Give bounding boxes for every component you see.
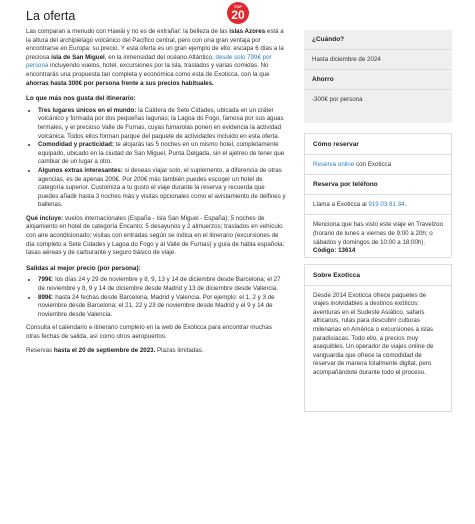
list-item-text: : los días 24 y 29 de noviembre y 8, 9, 13 y 14 de diciembre desde Barcelona; el 27 de noviembre y 8, 9 y 14 de diciembre desde Madrid y 13 de diciembre desde Valencia.	[38, 276, 281, 293]
when-box	[304, 30, 452, 123]
book-online-link[interactable]: Reserva online	[313, 160, 355, 168]
likes-list	[26, 107, 286, 210]
list-item-text: la Caldera de Sete Cidades, ubicada en un cráter volcánico y formada por dos pequeñas lagunas; la Lagoa do Fogo, famosa por sus aguas termales, y el precioso Valle de Furnas, cuyas fumarolas ponen en evidencia la actividad volcánica. Todos ellos forman parque del paquete de actividades incluido en esta oferta.	[38, 106, 284, 140]
list-item-bold: 899€	[38, 293, 52, 301]
divider	[305, 214, 451, 215]
phone-text	[313, 201, 443, 210]
badge-number: 20	[231, 8, 245, 22]
price-link[interactable]: desde solo 799€ por persona	[26, 53, 272, 70]
reserve-paragraph	[26, 347, 286, 356]
list-item-text: si deseas viajar solo, el suplemento, a diferencia de otras agencias, es de apenas 200€. Por 200€ más también puedes escoger un hotel de categoría superior. Customiza a tu gusto el viaje durante la reserva y recuerda que puedes añadir hasta 3 noches más y visitas opcionales como el avistamiento de delfines y ballenas.	[38, 166, 286, 209]
promo-code: Código: 13614	[313, 247, 356, 255]
page-title: La oferta	[26, 9, 76, 23]
list-item	[38, 167, 286, 210]
reserve-text-2: Plazas limitadas.	[155, 346, 204, 354]
list-item-bold: Comodidad y practicidad:	[38, 141, 114, 149]
divider	[305, 194, 451, 195]
intro-text-4: incluyendo vuelos, hotel, excursiones por la isla, traslados y varias comidas. No encontrarás una propuesta tan completa y económica como esta de Exoticca, con la que	[26, 62, 270, 78]
list-item-bold: Algunos extras interesantes:	[38, 166, 123, 174]
how-to-book-heading: Cómo reservar	[313, 141, 359, 148]
consult-paragraph: Consulta el calendario e itinerario completo en la web de Exoticca para encontrar muchas otras fechas de salida, así como otros aeropuertos.	[26, 324, 272, 340]
list-item	[38, 141, 286, 167]
intro-bold-1: islas Azores	[229, 28, 266, 35]
departures-list	[26, 276, 286, 319]
likes-heading: Lo que más nos gusta del itinerario:	[26, 95, 136, 103]
offer-main	[26, 8, 286, 360]
how-to-book-box	[304, 133, 452, 258]
phone-post: .	[404, 200, 407, 208]
divider	[304, 69, 452, 70]
phone-number-link[interactable]: 919 03 81 34	[368, 200, 405, 208]
when-text: Hasta diciembre de 2024	[312, 55, 381, 63]
list-item-text: : hasta 24 fechas desde Barcelona, Madrid y Valencia. Por ejemplo: el 1, 2 y 3 de noviembre desde Barcelona; el 21, 22 y 23 de noviembre desde Madrid y el 9 y 14 de noviembre desde Valencia.	[38, 293, 275, 318]
intro-paragraph	[26, 28, 286, 88]
about-heading: Sobre Exoticca	[313, 272, 360, 279]
divider	[305, 285, 451, 286]
reserve-text-1: Reservas	[26, 346, 54, 354]
intro-text-3: , en la inmensidad del océano Atlántico,	[104, 53, 216, 61]
divider	[305, 154, 451, 155]
departures-heading: Salidas al mejor precio (por persona):	[26, 264, 141, 272]
includes-text: vuelos internacionales (España - Isla San Miguel - España); 5 noches de alojamiento en hotel de categoría Encanto; 5 desayunos y 2 almuerzos; traslados en vehículo con aire acondicionado; visitas con entradas según se indica en el itinerario (excursiones de día completo a Sete Cidades y Lagoa do Fogo y al Valle de Furnas) y guía de habla española; tasas aéreas y de carburante y seguro básico de viaje.	[26, 214, 285, 257]
phone-heading: Reserva por teléfono	[313, 181, 378, 189]
badge-top-label: TOP	[233, 4, 243, 9]
about-text: Desde 2014 Exoticca ofrece paquetes de viajes inolvidables a destinos exóticos: aventuras en el Sudeste Asiático, safaris africanos, rutas para descubrir culturas milenarias en América o excursiones a islas paradisíacas. Todo ello, a precios muy asequibles. Un operador de viajes online de vanguardia que ofrece la comodidad de reservar de manera totalmente digital, pero acompañándote durante todo el proceso.	[313, 291, 434, 376]
includes-label: Qué incluye:	[26, 214, 64, 222]
reserve-bold: hasta el 20 de septiembre de 2023.	[53, 346, 156, 354]
list-item-bold: Tres lugares únicos en el mundo:	[38, 106, 137, 114]
how-to-book-rest: con Exoticca	[354, 160, 392, 168]
list-item-text: te alojarás las 5 noches en un mismo hotel, completamente equipado, ubicado en la ciudad de San Miguel, Punta Delgada, sin el ajetreo de tener que cambiar de un lugar a otro.	[38, 141, 285, 166]
about-box	[304, 264, 452, 412]
intro-bold-2: isla de San Miguel	[51, 53, 105, 61]
divider	[304, 49, 452, 50]
phone-note-text: Menciona que has visto este viaje en Travelzoo (horario de lunes a viernes de 9:00 a 20h; o sábados y domingos de 10:00 a 18:00h).	[313, 221, 444, 246]
phone-pre: Llama a Exoticca al	[313, 200, 369, 208]
intro-bold-3: ahorras hasta 300€ por persona frente a sus precios habituales.	[26, 79, 214, 87]
list-item	[38, 276, 286, 293]
intro-text-2: está a la altura del archipiélago volcánico del Pacífico central, pero con una gran ventaja por encontrarse en Europa: su precio. Y esta oferta es un gran ejemplo de ello: escapa 6 días a la preciosa	[26, 28, 284, 61]
when-heading: ¿Cuándo?	[312, 36, 345, 43]
list-item	[38, 107, 286, 141]
how-to-book-text	[313, 161, 443, 170]
list-item	[38, 294, 286, 320]
intro-text-1: Las comparan a menudo con Hawái y no es de extrañar: la belleza de las	[26, 28, 230, 35]
divider	[305, 174, 451, 175]
phone-note	[313, 221, 443, 255]
savings-text: -300€ por persona	[312, 95, 363, 103]
list-item-bold: 799€	[38, 276, 52, 284]
savings-heading: Ahorro	[312, 76, 334, 84]
divider	[304, 89, 452, 90]
includes-paragraph	[26, 215, 286, 258]
